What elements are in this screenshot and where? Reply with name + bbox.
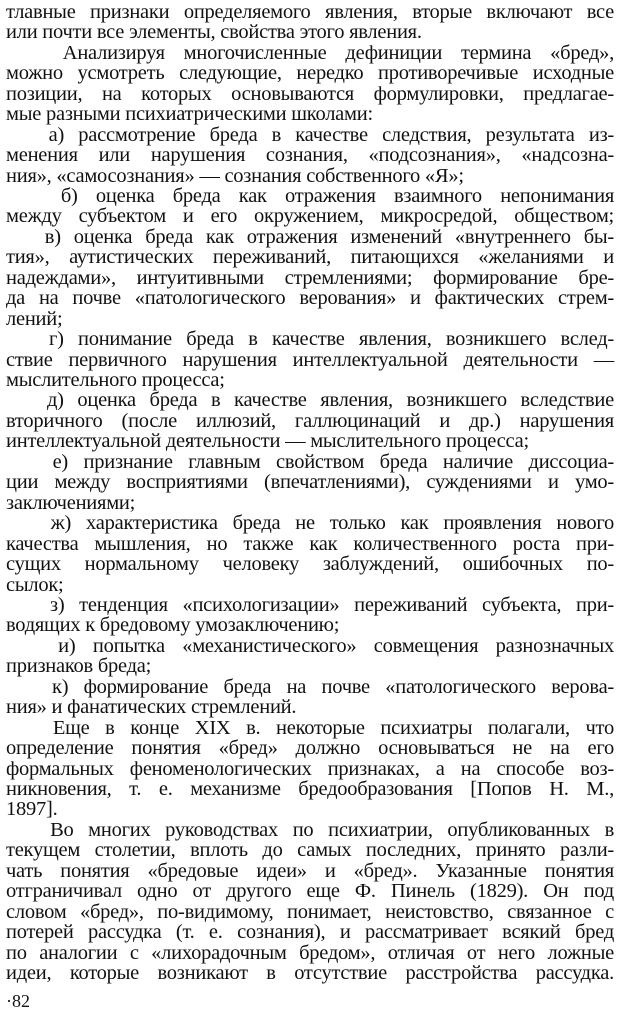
text-line: между субъектом и его окружением, микросредой, обществом;: [6, 205, 614, 227]
text-line: лений;: [6, 308, 63, 330]
text-line: ствие первичного нарушения интеллектуальной деятельности —: [6, 349, 614, 371]
text-line: текущем столетии, вплоть до самых последних, принято разли-: [6, 839, 614, 861]
text-line: сущих нормальному человеку заблуждений, ошибочных по-: [6, 553, 614, 575]
text-line: признаков бреда;: [6, 655, 152, 677]
text-line: з) тенденция «психологизации» переживаний субъекта, при-: [6, 594, 614, 616]
text-line: б) оценка бреда как отражения взаимного непонимания: [6, 185, 614, 207]
text-line: позиции, на которых основываются формулировки, предлагае-: [6, 83, 614, 105]
text-line: качества мышления, но также как количественного роста при-: [6, 533, 614, 555]
text-line: потерей рассудка (т. е. сознания), и рассматривает всякий бред: [6, 921, 614, 943]
text-line: и) попытка «механистического» совмещения разнозначных: [6, 635, 614, 657]
text-line: г) понимание бреда в качестве явления, возникшего вслед-: [6, 328, 614, 350]
text-line: определение понятия «бред» должно основываться не на его: [6, 737, 614, 759]
text-line: мыслительного процесса;: [6, 369, 225, 391]
text-line: или почти все элементы, свойства этого явления.: [6, 21, 422, 43]
text-line: 1897].: [6, 798, 58, 820]
text-line: ции между восприятиями (впечатлениями), суждениями и умо-: [6, 471, 614, 493]
text-line: менения или нарушения сознания, «подсознания», «надсозна-: [6, 144, 614, 166]
text-line: водящих к бредовому умозаключению;: [6, 614, 340, 636]
page-number: ·82: [6, 991, 30, 1011]
text-line: в) оценка бреда как отражения изменений «внутреннего бы-: [6, 226, 614, 248]
text-line: Во многих руководствах по психиатрии, опубликованных в: [6, 819, 614, 841]
text-line: заключениями;: [6, 492, 136, 514]
text-line: чать понятия «бредовые идеи» и «бред». Указанные понятия: [6, 860, 614, 882]
text-line: идеи, которые возникают в отсутствие расстройства рассудка.: [6, 962, 614, 984]
text-line: тия», аутистических переживаний, питающихся «желаниями и: [6, 246, 614, 268]
text-line: тлавные признаки определяемого явления, вторые включают все: [6, 1, 614, 23]
text-line: по аналогии с «лихорадочным бредом», отличая от него ложные: [6, 942, 614, 964]
text-line: никновения, т. е. механизме бредообразования [Попов Н. М.,: [6, 778, 614, 800]
text-line: е) признание главным свойством бреда наличие диссоциа-: [6, 451, 614, 473]
text-line: вторичного (после иллюзий, галлюцинаций и др.) нарушения: [6, 410, 614, 432]
text-line: формальных феноменологических признаках, а на способе воз-: [6, 758, 614, 780]
text-line: Анализируя многочисленные дефиниции термина «бред»,: [6, 42, 614, 64]
text-line: мые разными психиатрическими школами:: [6, 103, 373, 125]
text-line: словом «бред», по-видимому, понимает, неистовство, связанное с: [6, 901, 614, 923]
text-line: отграничивал одно от другого еще Ф. Пинель (1829). Он под: [6, 880, 614, 902]
text-line: а) рассмотрение бреда в качестве следствия, результата из-: [6, 124, 614, 146]
text-line: ж) характеристика бреда не только как проявления нового: [6, 512, 614, 534]
text-line: д) оценка бреда в качестве явления, возникшего вследствие: [6, 389, 614, 411]
text-line: можно усмотреть следующие, нередко противоречивые исходные: [6, 62, 614, 84]
text-line: да на почве «патологического верования» и фактических стрем-: [6, 287, 614, 309]
text-line: к) формирование бреда на почве «патологического верова-: [6, 676, 614, 698]
text-line: ния», «самосознания» — сознания собственного «Я»;: [6, 165, 464, 187]
text-line: Еще в конце XIX в. некоторые психиатры полагали, что: [6, 717, 614, 739]
text-line: надеждами», интуитивными стремлениями; формирование бре-: [6, 267, 614, 289]
text-line: ния» и фанатических стремлений.: [6, 696, 297, 718]
text-line: сылок;: [6, 574, 64, 596]
text-line: интеллектуальной деятельности — мыслительного процесса;: [6, 430, 529, 452]
